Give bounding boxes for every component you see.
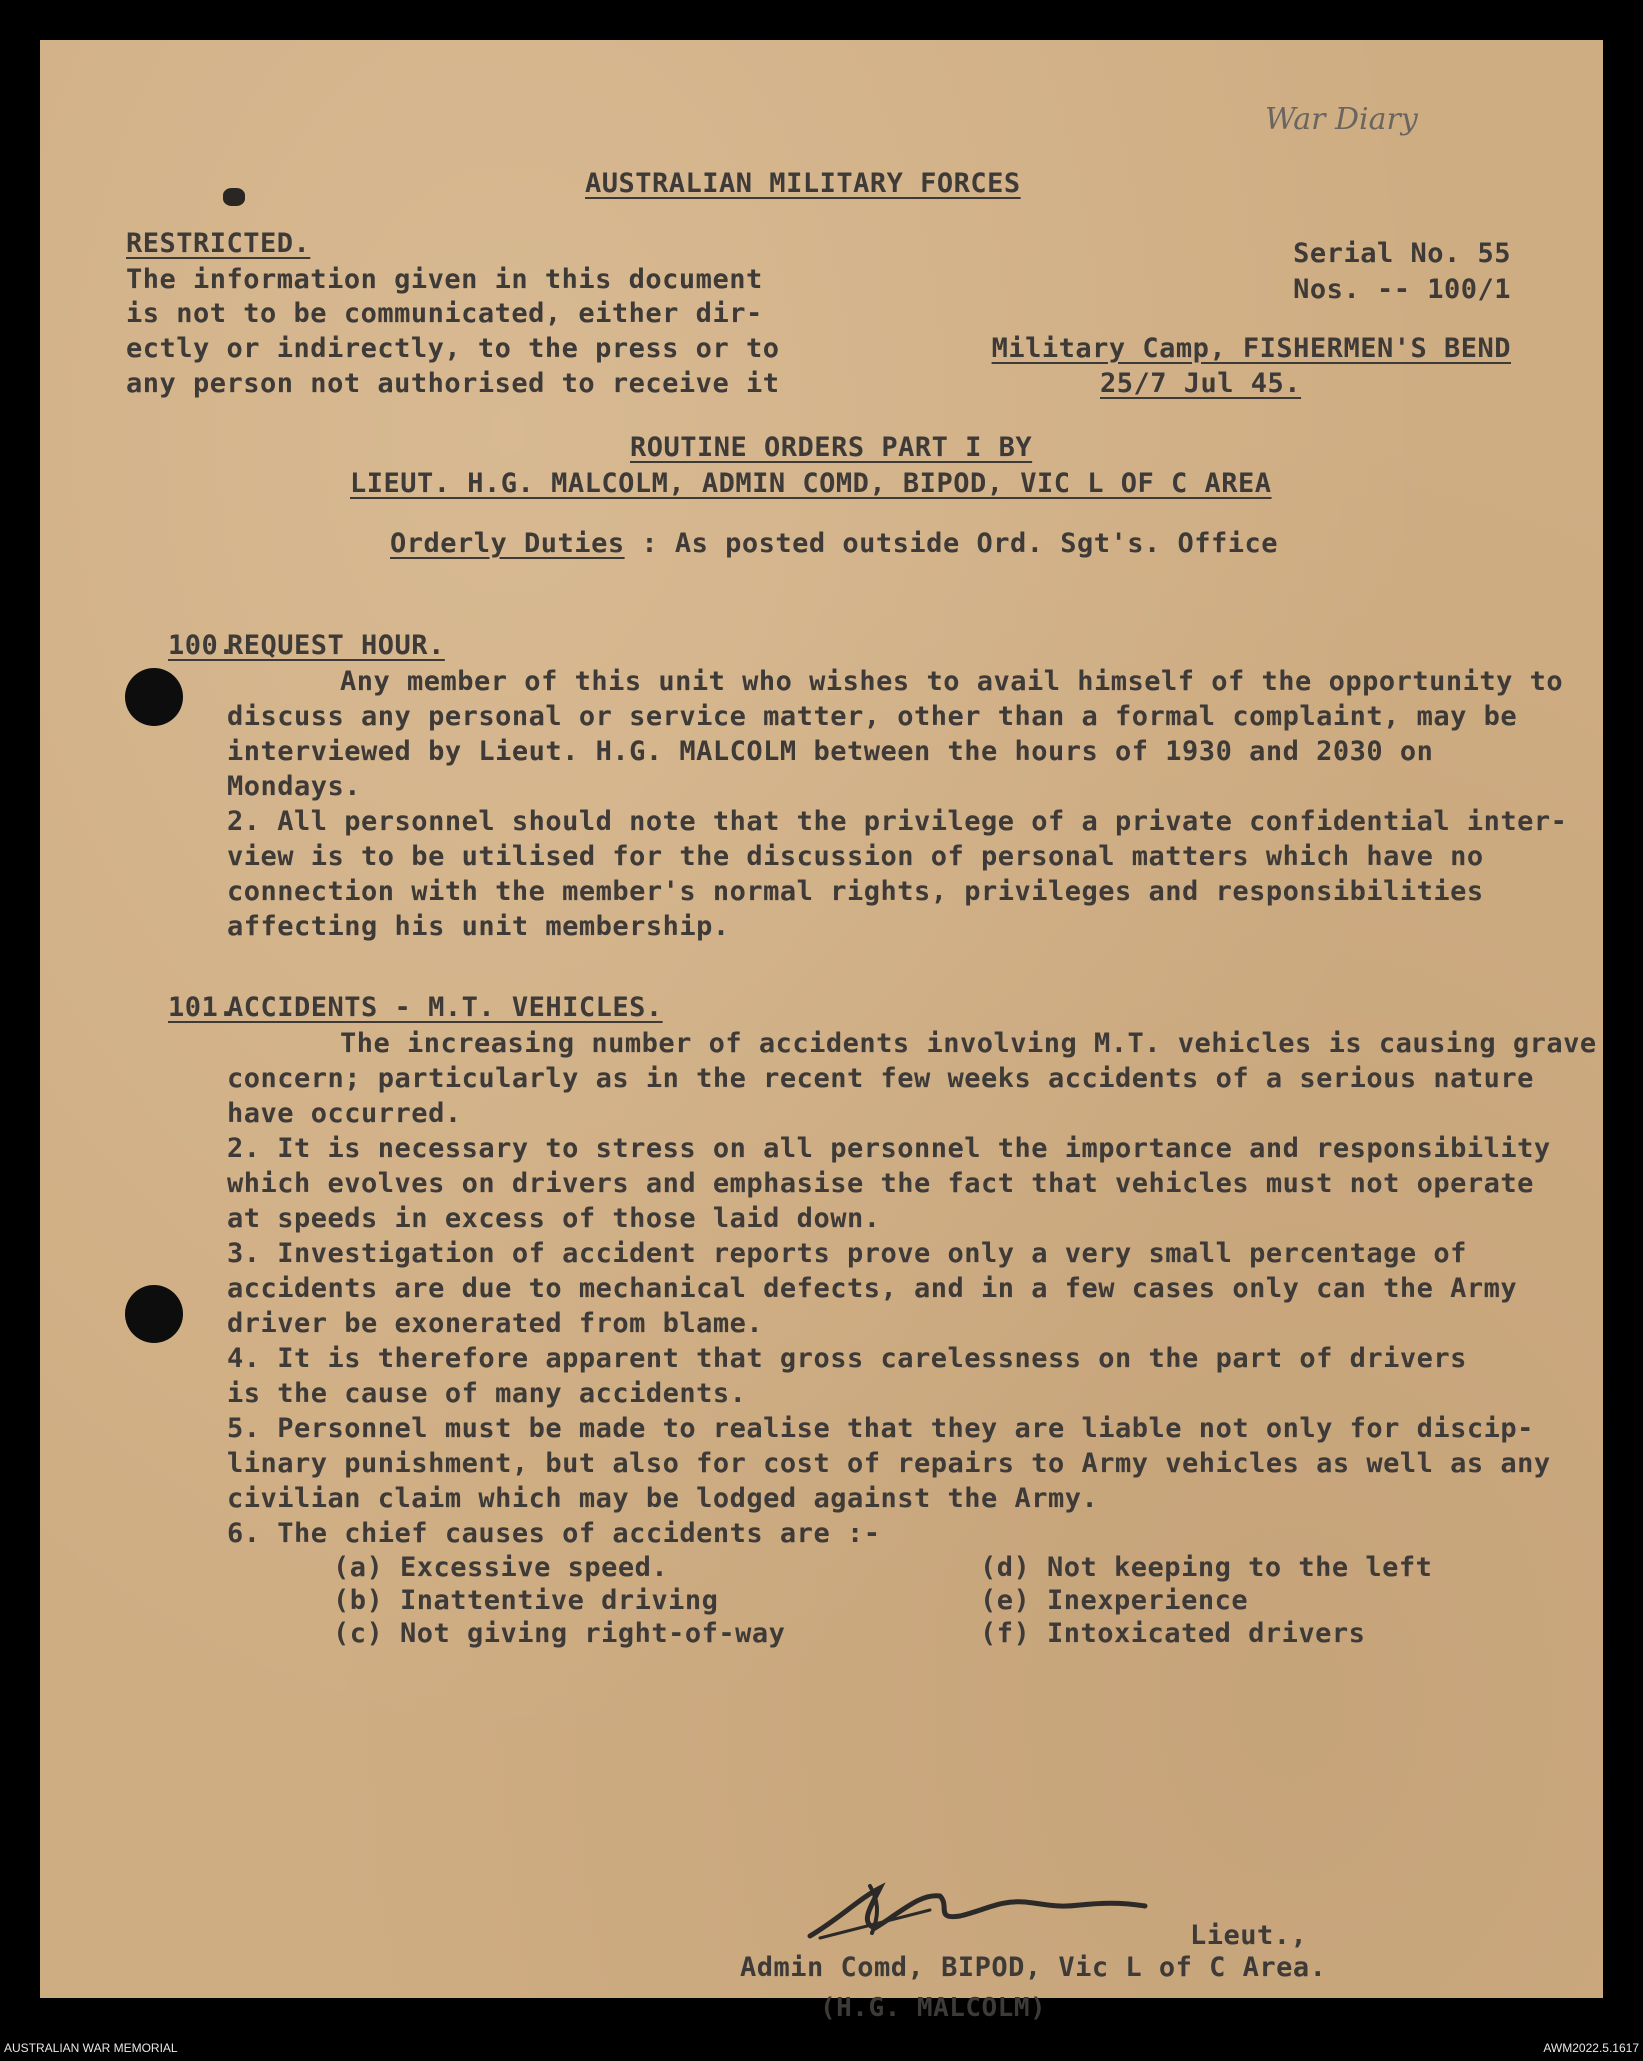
section-100-line: affecting his unit membership. — [227, 911, 730, 942]
section-101-line: concern; particularly as in the recent few weeks accidents of a serious nature — [227, 1063, 1534, 1094]
orderly-duties-label: Orderly Duties — [390, 528, 625, 559]
section-101-line: have occurred. — [227, 1098, 462, 1129]
orders-title-line-2: LIEUT. H.G. MALCOLM, ADMIN COMD, BIPOD, VIC L OF C AREA — [350, 468, 1272, 499]
section-100-line: connection with the member's normal rights, privileges and responsibilities — [227, 876, 1484, 907]
cause-item: (a) Excessive speed. — [333, 1552, 669, 1583]
signature-appointment: Admin Comd, BIPOD, Vic L of C Area. — [740, 1952, 1327, 1983]
section-100-line: Any member of this unit who wishes to avail himself of the opportunity to — [340, 666, 1564, 697]
section-100-line: discuss any personal or service matter, other than a formal complaint, may be — [227, 701, 1518, 732]
signature-mark — [800, 1858, 1180, 1948]
section-101-number: 101. — [168, 992, 236, 1023]
order-numbers: Nos. -- 100/1 — [1293, 274, 1511, 305]
cause-item: (b) Inattentive driving — [333, 1585, 719, 1616]
document-page — [40, 40, 1603, 1998]
section-101-heading: ACCIDENTS - M.T. VEHICLES. — [227, 992, 663, 1023]
cause-item: (c) Not giving right-of-way — [333, 1618, 786, 1649]
section-101-line: 5. Personnel must be made to realise that they are liable not only for discip- — [227, 1413, 1534, 1444]
section-101-line: is the cause of many accidents. — [227, 1378, 747, 1409]
cause-item: (f) Intoxicated drivers — [980, 1618, 1366, 1649]
cause-item: (e) Inexperience — [980, 1585, 1249, 1616]
restricted-line-3: ectly or indirectly, to the press or to — [126, 333, 780, 364]
section-100-heading: REQUEST HOUR. — [227, 630, 445, 661]
section-100-line: Mondays. — [227, 771, 362, 802]
section-100-line: view is to be utilised for the discussion of personal matters which have no — [227, 841, 1484, 872]
section-101-line: civilian claim which may be lodged against the Army. — [227, 1483, 1099, 1514]
section-101-line: 3. Investigation of accident reports prove only a very small percentage of — [227, 1238, 1467, 1269]
orders-title-line-1: ROUTINE ORDERS PART I BY — [630, 432, 1033, 463]
location: Military Camp, FISHERMEN'S BEND — [991, 333, 1511, 364]
section-101-line: which evolves on drivers and emphasise the fact that vehicles must not operate — [227, 1168, 1534, 1199]
section-101-line: linary punishment, but also for cost of repairs to Army vehicles as well as any — [227, 1448, 1551, 1479]
section-100-line: interviewed by Lieut. H.G. MALCOLM between the hours of 1930 and 2030 on — [227, 736, 1434, 767]
restricted-line-2: is not to be communicated, either dir- — [126, 298, 763, 329]
footer-accession: AWM2022.5.1617 — [1543, 2041, 1639, 2055]
signature-rank: Lieut., — [1190, 1920, 1308, 1951]
orderly-duties — [390, 528, 1278, 559]
restricted-line-1: The information given in this document — [126, 264, 763, 295]
section-101-line: 4. It is therefore apparent that gross carelessness on the part of drivers — [227, 1343, 1467, 1374]
serial-number: Serial No. 55 — [1293, 238, 1511, 269]
punch-hole-bottom — [125, 1285, 183, 1343]
restricted-label: RESTRICTED. — [126, 228, 311, 259]
section-101-line: 2. It is necessary to stress on all personnel the importance and responsibility — [227, 1133, 1551, 1164]
section-100-number: 100. — [168, 630, 236, 661]
section-101-line: driver be exonerated from blame. — [227, 1308, 764, 1339]
section-101-line: The increasing number of accidents involving M.T. vehicles is causing grave — [340, 1028, 1597, 1059]
section-101-line: at speeds in excess of those laid down. — [227, 1203, 881, 1234]
section-100-line: 2. All personnel should note that the privilege of a private confidential inter- — [227, 806, 1568, 837]
section-101-line: 6. The chief causes of accidents are :- — [227, 1518, 881, 1549]
orderly-duties-text: : As posted outside Ord. Sgt's. Office — [641, 528, 1279, 559]
force-title: AUSTRALIAN MILITARY FORCES — [585, 168, 1021, 199]
handwritten-note: War Diary — [1265, 102, 1418, 137]
cause-item: (d) Not keeping to the left — [980, 1552, 1433, 1583]
punch-hole-top — [125, 668, 183, 726]
signature-name: (H.G. MALCOLM) — [820, 1993, 1047, 2023]
restricted-line-4: any person not authorised to receive it — [126, 368, 780, 399]
ink-blot — [223, 188, 245, 206]
footer-institution: AUSTRALIAN WAR MEMORIAL — [4, 2041, 178, 2055]
date: 25/7 Jul 45. — [1100, 368, 1302, 399]
section-101-line: accidents are due to mechanical defects, and in a few cases only can the Army — [227, 1273, 1518, 1304]
